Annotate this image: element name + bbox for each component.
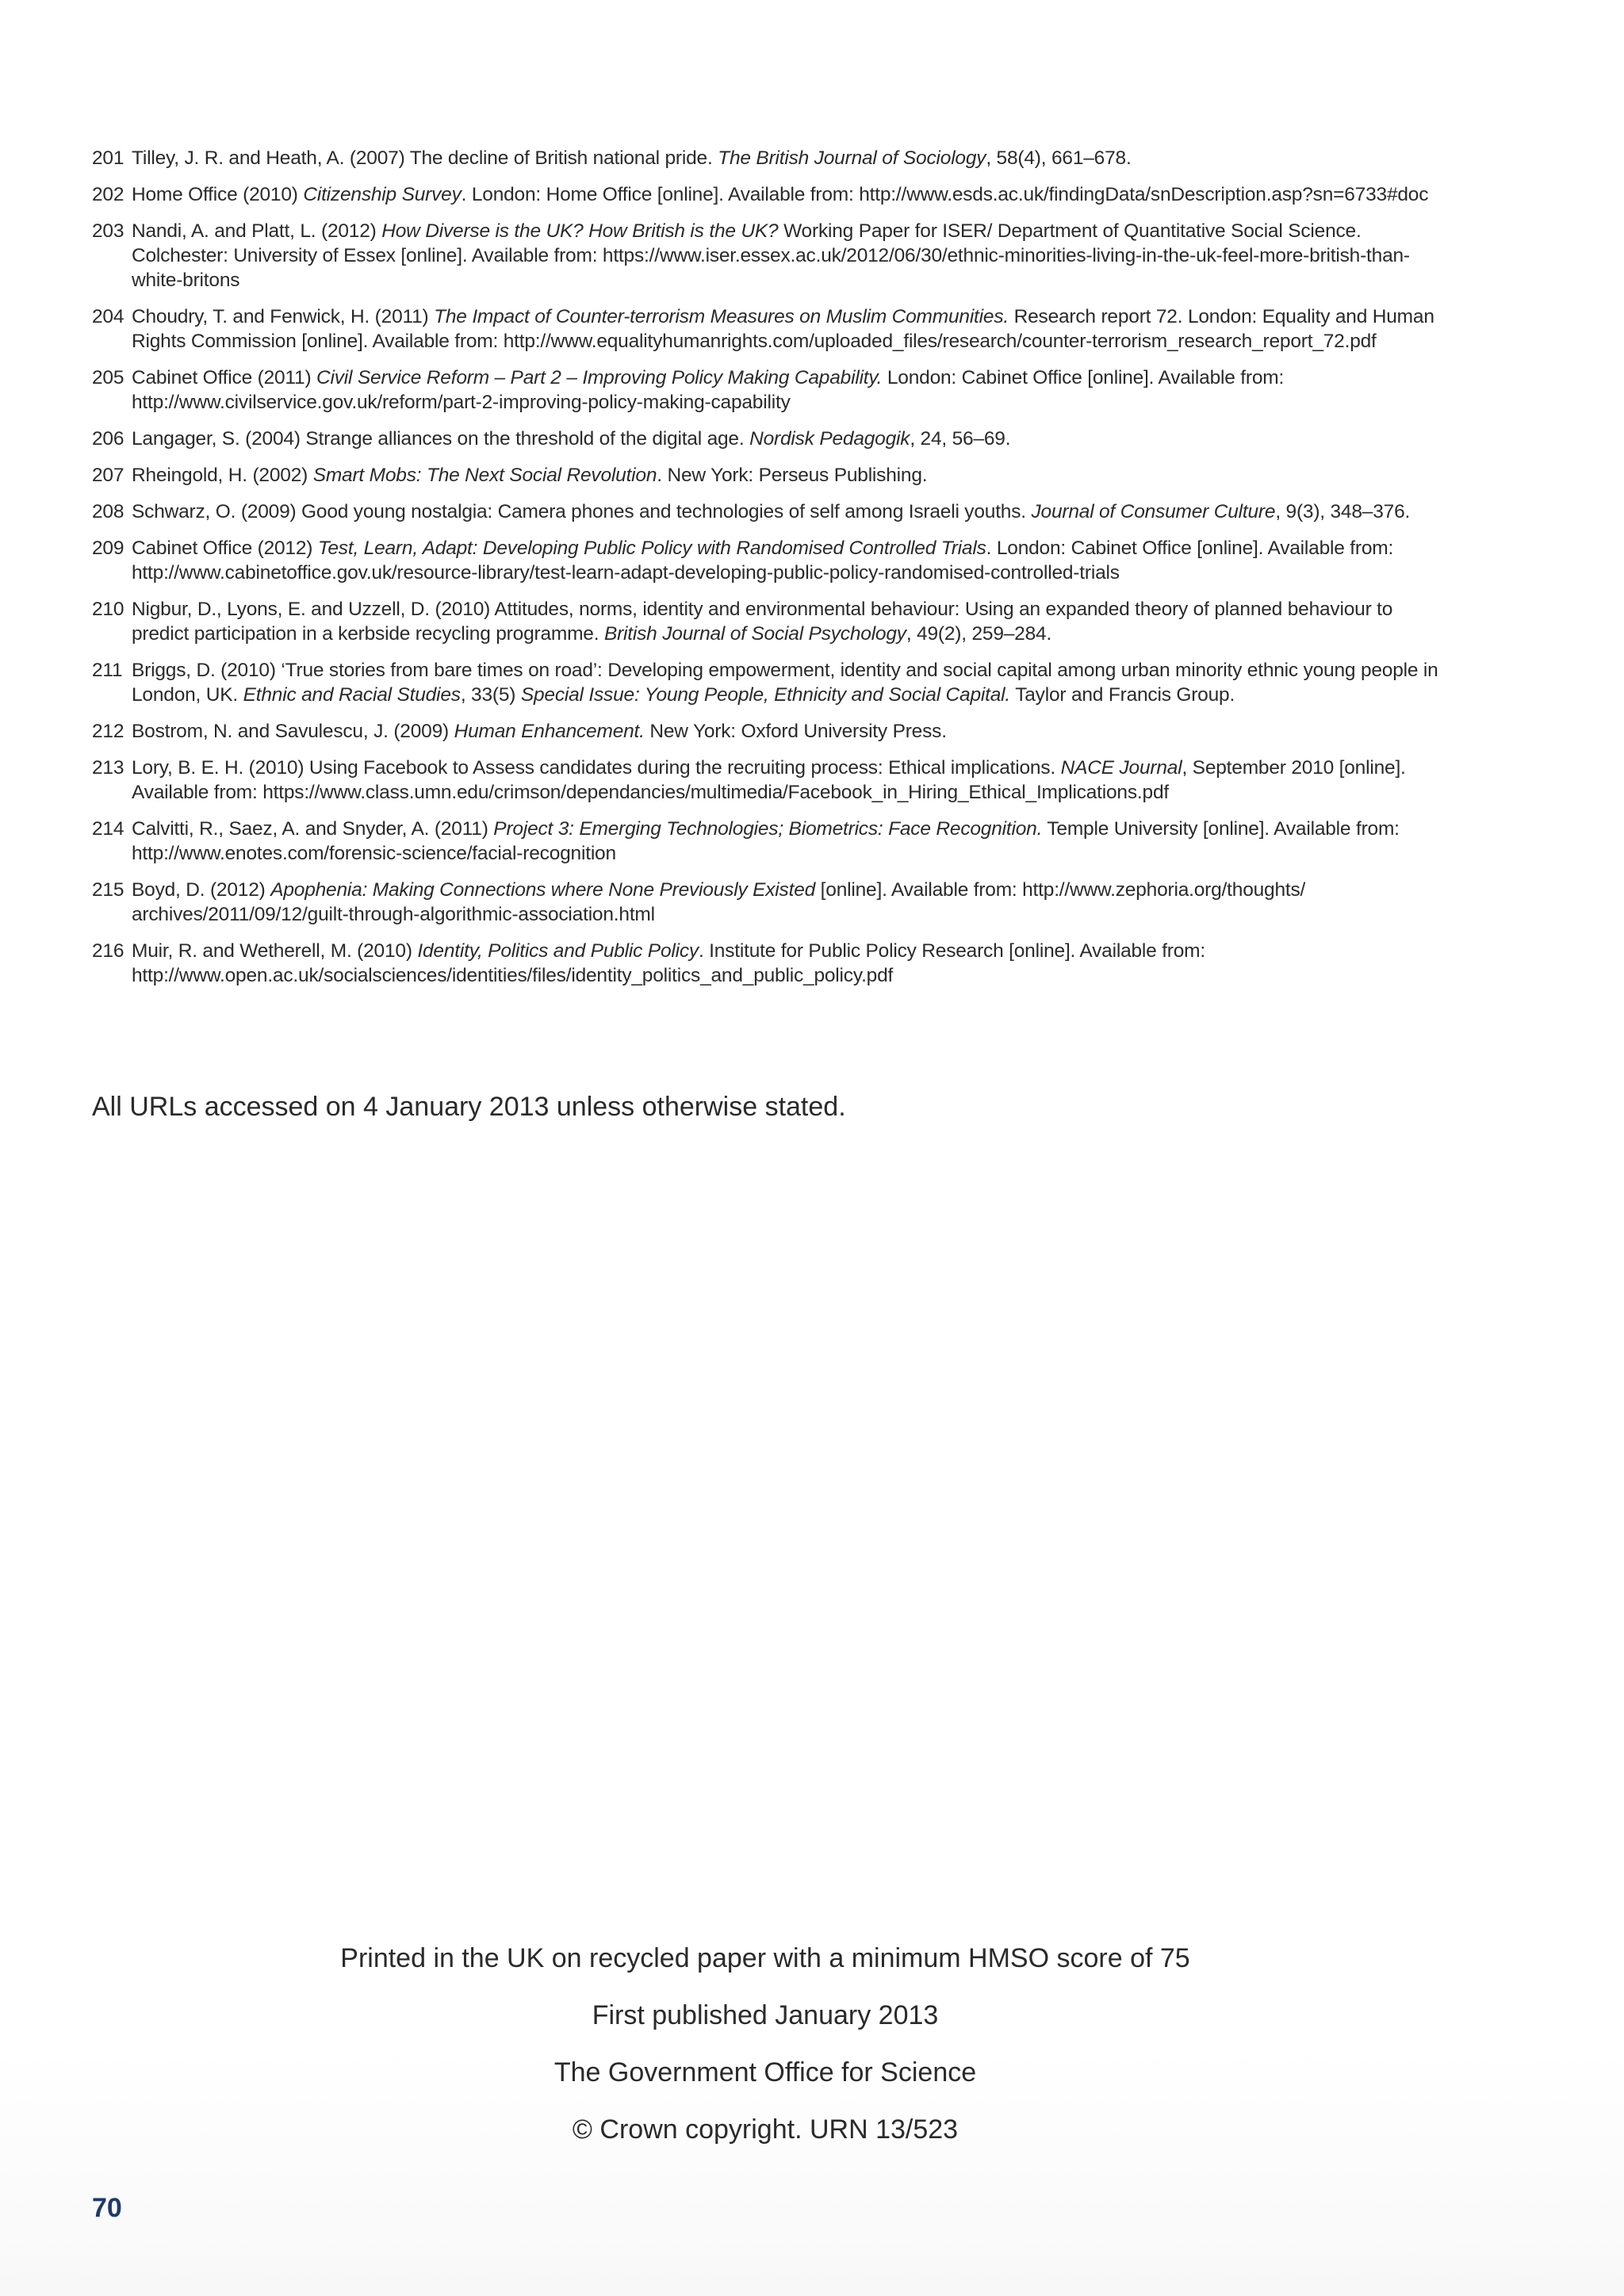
reference-segment: Temple University [online]. Available from: http://www.enotes.com/forensic-science/facial-recognition <box>132 818 1400 864</box>
reference-title: Identity, Politics and Public Policy <box>417 940 699 962</box>
reference-number: 213 <box>92 757 124 779</box>
reference-text <box>132 757 1406 803</box>
reference-item <box>92 463 1440 488</box>
reference-title: Special Issue: Young People, Ethnicity and Social Capital. <box>520 684 1011 706</box>
reference-number: 206 <box>92 428 124 450</box>
reference-segment: , 24, 56–69. <box>910 428 1011 450</box>
reference-segment: Lory, B. E. H. (2010) Using Facebook to Assess candidates during the recruiting process: Ethical implications. <box>132 757 1061 779</box>
reference-text <box>132 147 1132 169</box>
reference-segment: Working Paper for ISER/ Department of Quantitative Social Science. Colchester: University of Essex [online]. Available from: https://www.iser.essex.ac.uk/2012/06/30/ethnic-minorities-living-in-the-uk-feel-more-british-than-white-britons <box>132 220 1410 291</box>
reference-number: 210 <box>92 599 124 620</box>
reference-text <box>132 428 1010 450</box>
reference-title: Journal of Consumer Culture <box>1031 501 1276 522</box>
reference-segment: Nandi, A. and Platt, L. (2012) <box>132 220 382 242</box>
reference-item <box>92 719 1440 744</box>
reference-item <box>92 536 1440 585</box>
reference-number: 209 <box>92 538 124 559</box>
reference-segment: , 49(2), 259–284. <box>906 623 1052 645</box>
reference-segment: Muir, R. and Wetherell, M. (2010) <box>132 940 418 962</box>
reference-number: 215 <box>92 879 124 901</box>
reference-text <box>132 501 1410 522</box>
reference-item <box>92 756 1440 805</box>
reference-number: 216 <box>92 940 124 962</box>
reference-item <box>92 878 1440 927</box>
reference-item <box>92 219 1440 293</box>
url-access-note: All URLs accessed on 4 January 2013 unless otherwise stated. <box>92 1092 846 1122</box>
reference-text <box>132 721 947 742</box>
reference-item <box>92 939 1440 988</box>
reference-text <box>132 818 1400 864</box>
reference-segment: Boyd, D. (2012) <box>132 879 271 901</box>
reference-number: 201 <box>92 147 124 169</box>
reference-segment: Choudry, T. and Fenwick, H. (2011) <box>132 306 435 327</box>
reference-segment: Nigbur, D., Lyons, E. and Uzzell, D. (2010) Attitudes, norms, identity and environmental behaviour: Using an expanded theory of planned behaviour to predict participation in a kerbside recycling programme. <box>132 599 1393 645</box>
reference-item <box>92 304 1440 354</box>
reference-item <box>92 365 1440 415</box>
reference-text <box>132 465 927 486</box>
reference-segment: . New York: Perseus Publishing. <box>657 465 928 486</box>
reference-title: NACE Journal <box>1060 757 1182 779</box>
reference-segment: London: Cabinet Office [online]. Available from: http://www.civilservice.gov.uk/reform/part-2-improving-policy-making-capability <box>132 367 1285 413</box>
reference-segment: , 9(3), 348–376. <box>1275 501 1411 522</box>
reference-segment: Rheingold, H. (2002) <box>132 465 313 486</box>
reference-number: 207 <box>92 465 124 486</box>
reference-number: 205 <box>92 367 124 388</box>
reference-item <box>92 146 1440 170</box>
reference-item <box>92 658 1440 707</box>
reference-title: Apophenia: Making Connections where None Previously Existed <box>270 879 816 901</box>
reference-number: 203 <box>92 220 124 242</box>
reference-title: Smart Mobs: The Next Social Revolution <box>312 465 657 486</box>
reference-number: 202 <box>92 184 124 205</box>
reference-text <box>132 367 1284 413</box>
reference-title: The Impact of Counter-terrorism Measures on Muslim Communities. <box>434 306 1009 327</box>
reference-segment: , September 2010 [online]. Available from: https://www.class.umn.edu/crimson/dependancies/multimedia/Facebook_in_Hiring_Ethical_Implications.pdf <box>132 757 1406 803</box>
reference-segment: Tilley, J. R. and Heath, A. (2007) The decline of British national pride. <box>132 147 718 169</box>
reference-title: How Diverse is the UK? How British is the UK? <box>381 220 779 242</box>
reference-title: Citizenship Survey <box>303 184 462 205</box>
reference-list <box>92 146 1440 1000</box>
reference-title: Civil Service Reform – Part 2 – Improving Policy Making Capability. <box>316 367 883 388</box>
page-number: 70 <box>92 2193 122 2223</box>
reference-segment: Home Office (2010) <box>132 184 304 205</box>
reference-title: Ethnic and Racial Studies <box>243 684 461 706</box>
reference-item <box>92 817 1440 866</box>
reference-segment: , 33(5) <box>460 684 521 706</box>
reference-segment: Langager, S. (2004) Strange alliances on the threshold of the digital age. <box>132 428 750 450</box>
reference-segment: Taylor and Francis Group. <box>1010 684 1235 706</box>
reference-segment: . London: Cabinet Office [online]. Available from: http://www.cabinetoffice.gov.uk/resource-library/test-learn-adapt-developing-public-policy-randomised-controlled-trials <box>132 538 1394 584</box>
reference-segment: [online]. Available from: http://www.zephoria.org/thoughts/​archives/2011/09/12/guilt-through-algorithmic-association.html <box>132 879 1306 925</box>
reference-number: 211 <box>92 660 123 681</box>
reference-title: Test, Learn, Adapt: Developing Public Policy with Randomised Controlled Trials <box>317 538 986 559</box>
reference-number: 212 <box>92 721 124 742</box>
reference-text <box>132 184 1428 205</box>
colophon-publisher: The Government Office for Science <box>553 2057 977 2087</box>
reference-segment: . London: Home Office [online]. Available from: http://www.esds.ac.uk/findingData/snDescription.​asp?sn=6733#doc <box>461 184 1429 205</box>
reference-item <box>92 499 1440 524</box>
reference-segment: . Institute for Public Policy Research [online]. Available from: http://www.open.ac.uk/socialsciences/identities/files/identity_politics_and_public_policy.pdf <box>132 940 1206 986</box>
reference-segment: Calvitti, R., Saez, A. and Snyder, A. (2011) <box>132 818 494 840</box>
reference-title: Nordisk Pedagogik <box>749 428 910 450</box>
reference-text <box>132 538 1393 584</box>
colophon-publication-date: First published January 2013 <box>592 2000 939 2030</box>
reference-item <box>92 182 1440 207</box>
reference-text <box>132 599 1392 645</box>
reference-title: Project 3: Emerging Technologies; Biometrics: Face Recognition. <box>493 818 1043 840</box>
reference-segment: Bostrom, N. and Savulescu, J. (2009) <box>132 721 454 742</box>
colophon-printing-line: Printed in the UK on recycled paper with a minimum HMSO score of 75 <box>340 1943 1190 1973</box>
colophon <box>0 1941 1530 2169</box>
reference-item <box>92 427 1440 451</box>
reference-text <box>132 220 1410 291</box>
reference-title: The British Journal of Sociology <box>718 147 986 169</box>
reference-segment: New York: Oxford University Press. <box>644 721 947 742</box>
reference-segment: Cabinet Office (2011) <box>132 367 317 388</box>
reference-text <box>132 879 1305 925</box>
colophon-copyright: © Crown copyright. URN 13/523 <box>572 2114 959 2145</box>
reference-item <box>92 597 1440 646</box>
reference-segment: , 58(4), 661–678. <box>986 147 1132 169</box>
reference-segment: Research report 72. London: Equality and Human Rights Commission [online]. Available from: http://www.equalityhumanrights.com/uploaded_files/research/counter-terrorism_research_​report_72.pdf <box>132 306 1434 352</box>
reference-text <box>132 660 1438 706</box>
reference-text <box>132 306 1434 352</box>
reference-number: 208 <box>92 501 124 522</box>
reference-segment: Schwarz, O. (2009) Good young nostalgia: Camera phones and technologies of self among Israeli youths. <box>132 501 1032 522</box>
reference-segment: Briggs, D. (2010) ‘True stories from bare times on road’: Developing empowerment, identity and social capital among urban minority ethnic young people in London, UK. <box>132 660 1438 706</box>
reference-number: 204 <box>92 306 124 327</box>
reference-number: 214 <box>92 818 124 840</box>
reference-title: Human Enhancement. <box>454 721 645 742</box>
reference-segment: Cabinet Office (2012) <box>132 538 318 559</box>
reference-text <box>132 940 1205 986</box>
reference-title: British Journal of Social Psychology <box>603 623 906 645</box>
